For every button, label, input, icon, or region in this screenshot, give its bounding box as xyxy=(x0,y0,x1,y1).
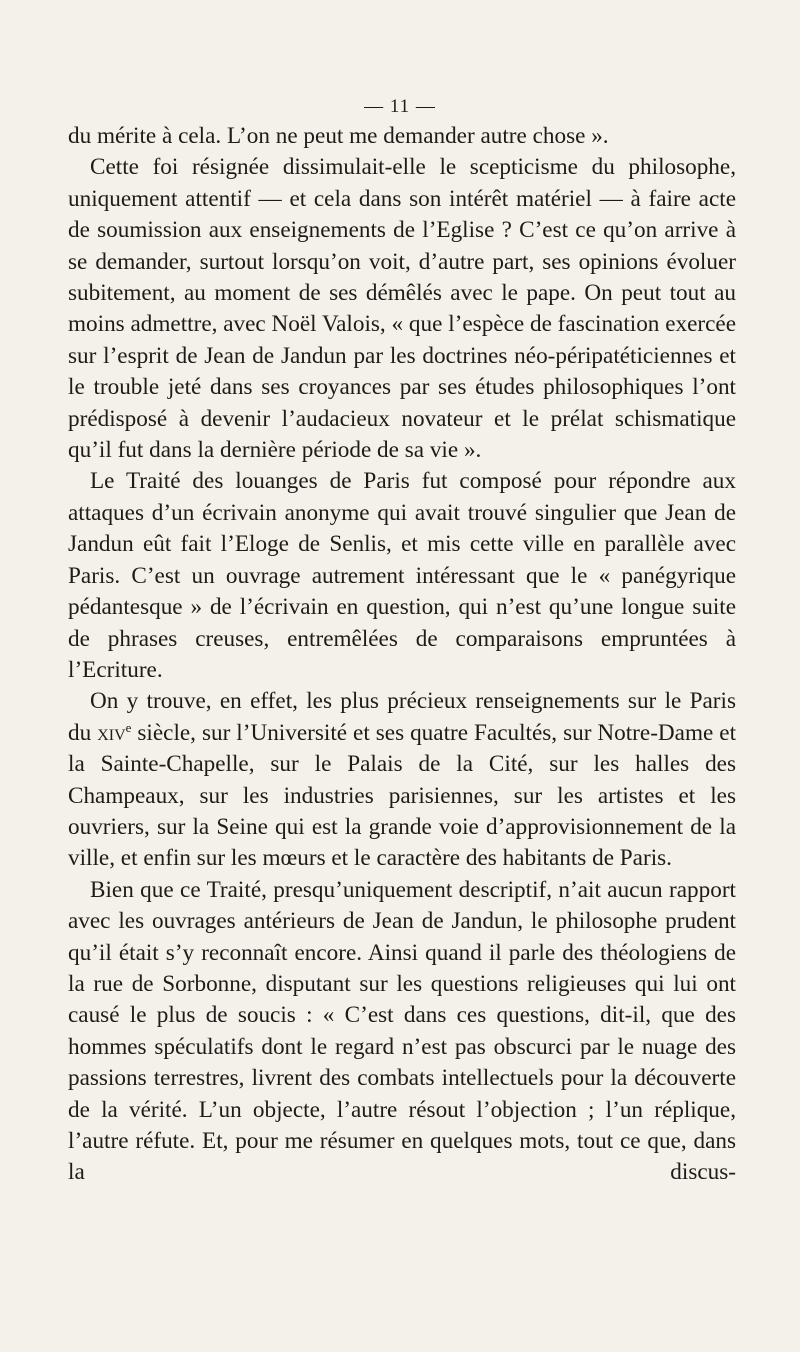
paragraph-5: Bien que ce Traité, presqu’uniquement descriptif, n’ait aucun rapport avec les ouvrages antérieurs de Jean de Jandun, le philosophe prudent qu’il était s’y reconnaît encore. Ainsi quand il parle des théologiens de la rue de Sorbonne, disputant sur les questions religieuses qui lui ont causé le plus de soucis : « C’est dans ces questions, dit-il, que des hommes spéculatifs dont le regard n’est pas obscurci par le nuage des passions terrestres, livrent des combats intellectuels pour la découverte de la vérité. L’un objecte, l’autre résout l’objection ; l’un réplique, l’autre réfute. Et, pour me résumer en quelques mots, tout ce que, dans la discus- xyxy=(68,876,736,1186)
paragraph-1: du mérite à cela. L’on ne peut me demander autre chose ». xyxy=(68,123,609,149)
paragraph-4-end: siècle, sur l’Université et ses quatre Facultés, sur Notre-Dame et la Sainte-Chapelle, sur le Palais de la Cité, sur les halles des Champeaux, sur les industries parisiennes, sur les artistes et les ouvriers, sur la Seine qui est la grande voie d’approvisionnement de la ville, et enfin sur les mœurs et le caractère des habitants de Paris. xyxy=(68,719,737,872)
paragraph-4-start: On y trouve, en effet, les plus précieux renseignements sur le Paris du xyxy=(68,688,736,746)
paragraph-3: Le Traité des louanges de Paris fut composé pour répondre aux attaques d’un écrivain anonyme qui avait trouvé singulier que Jean de Jandun eût fait l’Eloge de Senlis, et mis cette ville en parallèle avec Paris. C’est un ouvrage autrement intéressant que le « panégyrique pédantesque » de l’écrivain en question, qui n’est qu’une longue suite de phrases creuses, entremêlées de comparaisons empruntées à l’Ecriture. xyxy=(68,468,736,683)
paragraph-4 xyxy=(68,686,736,874)
body-text xyxy=(68,121,736,1189)
paragraph-2: Cette foi résignée dissimulait-elle le scepticisme du philosophe, uniquement attentif — et cela dans son intérêt matériel — à faire acte de soumission aux enseignements de l’Eglise ? C’est ce qu’on arrive à se demander, surtout lorsqu’on voit, d’autre part, ses opinions évoluer subitement, au moment de ses démêlés avec le pape. On peut tout au moins admettre, avec Noël Valois, « que l’espèce de fascination exercée sur l’esprit de Jean de Jandun par les doctrines néo-péripatéticiennes et le trouble jeté dans ses croyances par ses études philosophiques l’ont prédisposé à devenir l’audacieux novateur et le prélat schismatique qu’il fut dans la dernière période de sa vie ». xyxy=(68,154,736,464)
century-numeral: xiv xyxy=(97,719,126,746)
page-number: — 11 — xyxy=(364,96,436,117)
century-superscript: e xyxy=(125,719,132,735)
